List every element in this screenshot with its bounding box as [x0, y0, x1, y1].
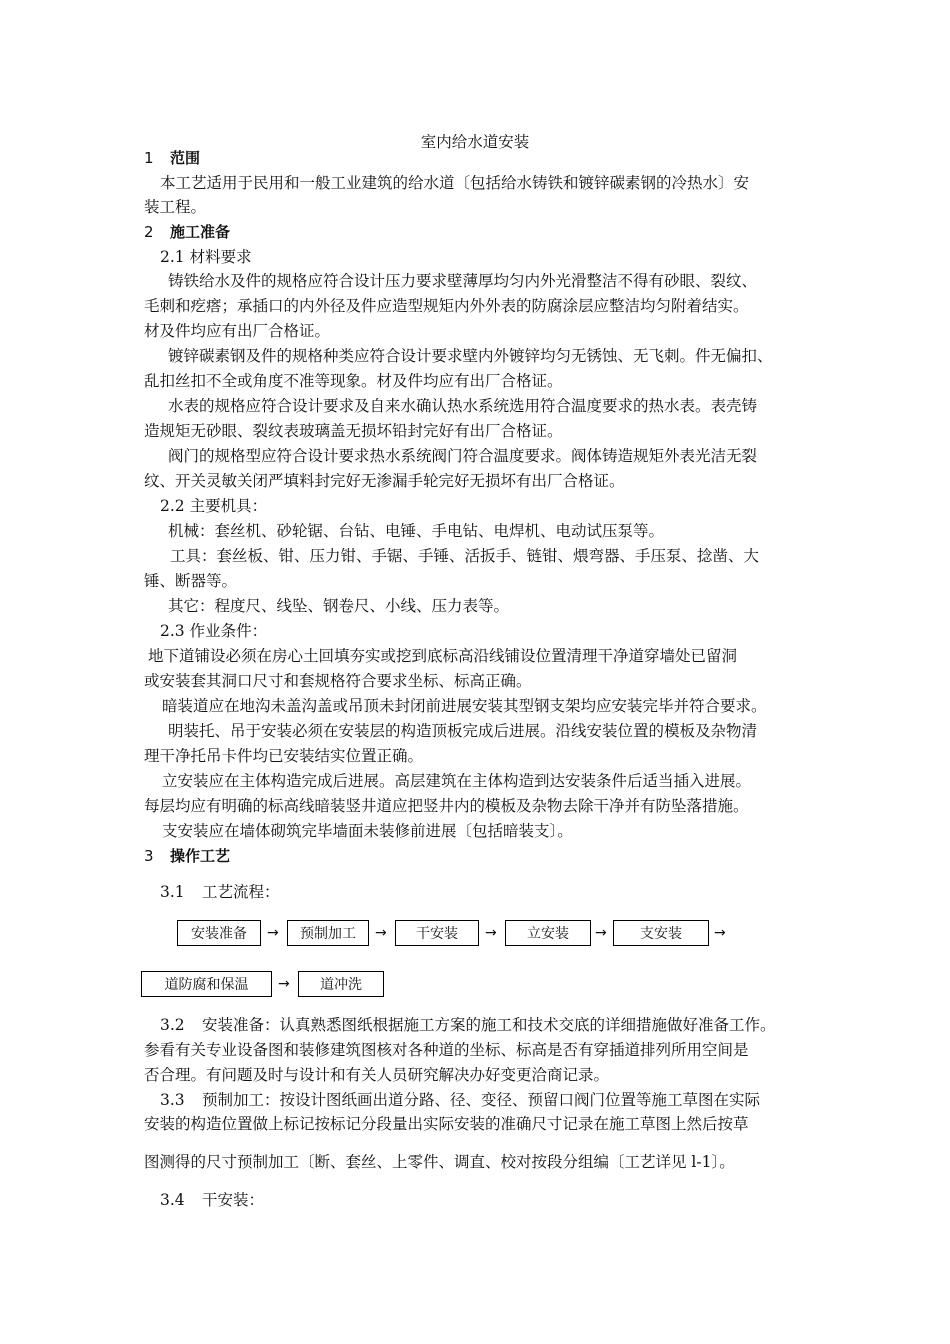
paragraph-line: 否合理。有问题及时与设计和有关人员研究解决办好变更洽商记录。: [144, 1066, 610, 1084]
flow-arrow-icon: →: [278, 976, 290, 992]
paragraph-line: 支安装应在墙体砌筑完毕墙面未装修前进展〔包括暗装支〕。: [162, 822, 573, 840]
flow-arrow-icon: →: [485, 925, 497, 941]
paragraph-line: 材及件均应有出厂合格证。: [144, 322, 331, 340]
section-number: 1: [144, 149, 154, 167]
paragraph-line: 立安装应在主体构造完成后进展。高层建筑在主体构造到达安装条件后适当插入进展。: [162, 772, 752, 790]
section-number: 2: [144, 223, 154, 241]
subsection-number: 3.1: [160, 883, 185, 901]
subsection-number: 3.3: [160, 1091, 185, 1109]
flow-arrow-icon: →: [267, 925, 279, 941]
paragraph-line: 阀门的规格型应符合设计要求热水系统阀门符合温度要求。阀体铸造规矩外表光洁无裂: [168, 447, 758, 465]
section-2-heading: [144, 222, 230, 242]
section-number: 3: [144, 847, 154, 865]
subsection-number: 3.2: [160, 1016, 185, 1034]
paragraph-line: 或安装套其洞口尺寸和套规格符合要求坐标、标高正确。: [144, 672, 532, 690]
paragraph-line: 造规矩无砂眼、裂纹表玻璃盖无损坏铅封完好有出厂合格证。: [144, 422, 563, 440]
paragraph-line: 地下道铺设必须在房心土回填夯实或挖到底标高沿线铺设位置清理干净道穿墙处已留洞: [148, 647, 738, 665]
paragraph-line: 铸铁给水及件的规格应符合设计压力要求壁薄厚均匀内外光滑整洁不得有砂眼、裂纹、: [168, 272, 758, 290]
section-title: 操作工艺: [170, 847, 231, 865]
paragraph-line: 装工程。: [144, 198, 207, 216]
flow-arrow-icon: →: [595, 925, 607, 941]
subsection-3-2-heading: [160, 1015, 776, 1035]
subsection-text: 预制加工：按设计图纸画出道分路、径、变径、预留口阀门位置等施工草图在实际: [202, 1091, 761, 1109]
flow-step-box: 立安装: [505, 920, 591, 946]
section-3-heading: [144, 846, 230, 866]
flow-arrow-icon: →: [714, 925, 726, 941]
paragraph-line: 镀锌碳素钢及件的规格种类应符合设计要求壁内外镀锌均匀无锈蚀、无飞刺。件无偏扣、: [168, 347, 773, 365]
paragraph-line: 水表的规格应符合设计要求及自来水确认热水系统选用符合温度要求的热水表。表壳铸: [168, 397, 758, 415]
paragraph-line: 其它：程度尺、线坠、钢卷尺、小线、压力表等。: [168, 597, 510, 615]
subsection-2-1-heading: 2.1 材料要求: [160, 248, 252, 266]
flow-step-box: 安装准备: [177, 920, 261, 946]
paragraph-line: 图测得的尺寸预制加工〔断、套丝、上零件、调直、校对按段分组编〔工艺详见 l-1〕。: [144, 1153, 735, 1171]
subsection-text: 安装准备：认真熟悉图纸根据施工方案的施工和技术交底的详细措施做好准备工作。: [202, 1016, 776, 1034]
flow-arrow-icon: →: [375, 925, 387, 941]
subsection-3-3-heading: [160, 1090, 760, 1110]
subsection-number: 3.4: [160, 1191, 185, 1209]
paragraph-line: 理干净托吊卡件均已安装结实位置正确。: [144, 747, 424, 765]
subsection-2-3-heading: 2.3 作业条件：: [160, 622, 268, 640]
flow-step-box: 干安装: [395, 920, 479, 946]
subsection-text: 干安装：: [202, 1191, 265, 1209]
paragraph-line: 毛刺和疙瘩；承插口的内外径及件应造型规矩内外外表的防腐涂层应整洁均匀附着结实。: [144, 297, 749, 315]
paragraph-line: 锤、断器等。: [144, 572, 238, 590]
paragraph-line: 乱扣丝扣不全或角度不准等现象。材及件均应有出厂合格证。: [144, 372, 563, 390]
section-1-heading: [144, 148, 200, 168]
paragraph-line: 参看有关专业设备图和装修建筑图核对各种道的坐标、标高是否有穿插道排列所用空间是: [144, 1041, 749, 1059]
section-title: 范围: [170, 149, 201, 167]
paragraph-line: 每层均应有明确的标高线暗装竖井道应把竖井内的模板及杂物去除干净并有防坠落措施。: [144, 797, 749, 815]
paragraph-line: 纹、开关灵敏关闭严填料封完好无渗漏手轮完好无损坏有出厂合格证。: [144, 472, 625, 490]
flow-step-box: 道防腐和保温: [141, 971, 272, 997]
flow-step-box: 支安装: [613, 920, 709, 946]
paragraph-line: 安装的构造位置做上标记按标记分段量出实际安装的准确尺寸记录在施工草图上然后按草: [144, 1115, 749, 1133]
subsection-3-1-heading: [160, 882, 280, 902]
subsection-text: 工艺流程：: [202, 883, 280, 901]
section-title: 施工准备: [170, 223, 231, 241]
flow-step-box: 道冲洗: [298, 971, 384, 997]
flow-step-box: 预制加工: [287, 920, 369, 946]
paragraph-line: 本工艺适用于民用和一般工业建筑的给水道〔包括给水铸铁和镀锌碳素钢的冷热水〕安: [160, 174, 750, 192]
paragraph-line: 机械：套丝机、砂轮锯、台钻、电锤、手电钻、电焊机、电动试压泵等。: [168, 522, 665, 540]
subsection-2-2-heading: 2.2 主要机具：: [160, 497, 268, 515]
paragraph-line: 明装托、吊于安装必须在安装层的构造顶板完成后进展。沿线安装位置的模板及杂物清: [168, 722, 758, 740]
subsection-3-4-heading: [160, 1190, 264, 1210]
document-title: 室内给水道安装: [420, 133, 530, 151]
paragraph-line: 工具：套丝板、钳、压力钳、手锯、手锤、活扳手、链钳、煨弯器、手压泵、捻凿、大: [170, 547, 760, 565]
paragraph-line: 暗装道应在地沟未盖沟盖或吊顶未封闭前进展安装其型钢支架均应安装完毕并符合要求。: [162, 697, 767, 715]
